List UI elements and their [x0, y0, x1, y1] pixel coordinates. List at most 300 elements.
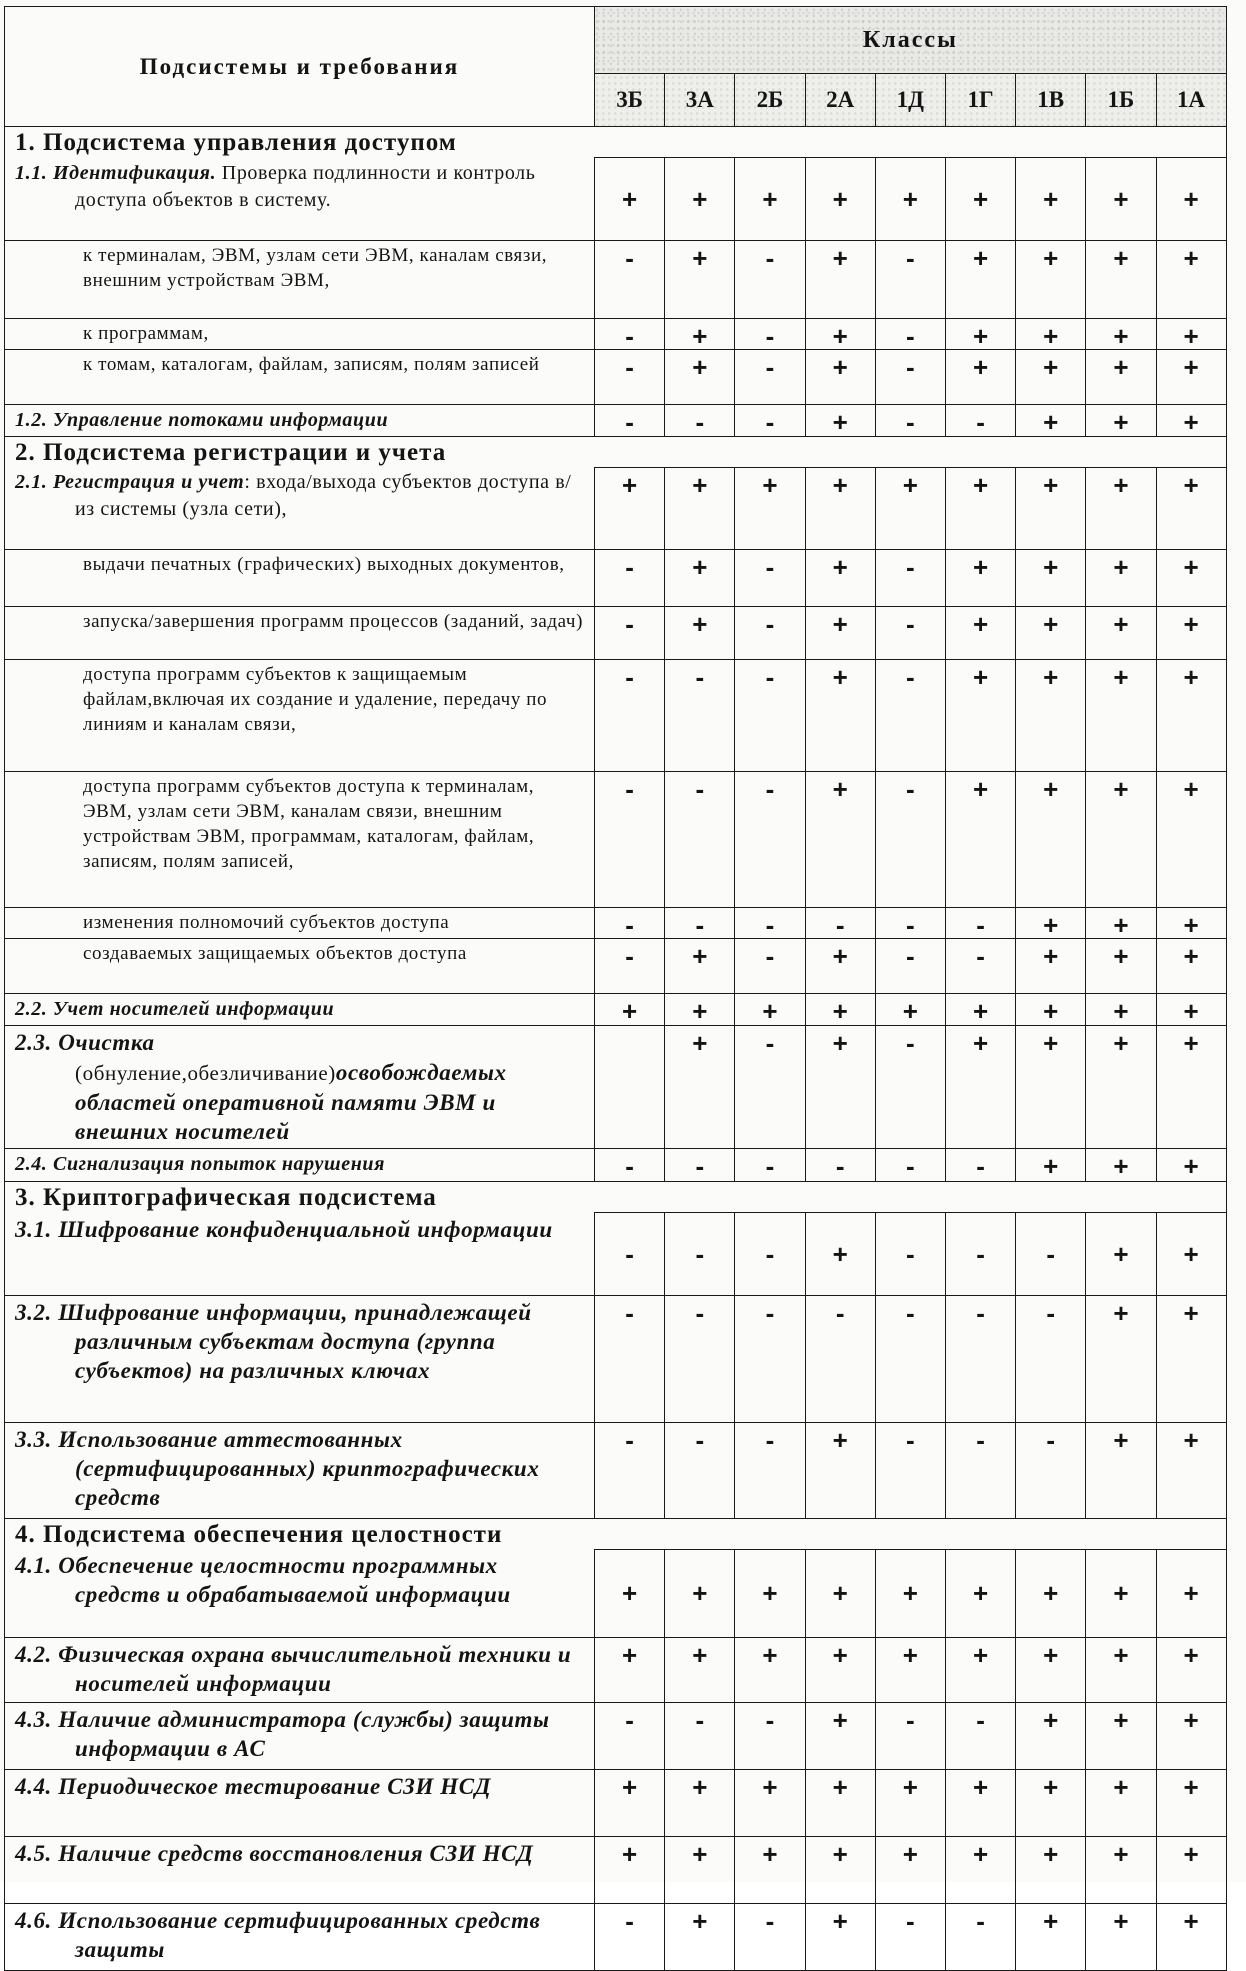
- requirement-subsection-text: [5, 1837, 595, 1904]
- requirement-subsection-text: [5, 1422, 595, 1518]
- requirement-mark-minus: -: [735, 660, 805, 772]
- requirement-number: 3.3.: [15, 1426, 52, 1452]
- requirement-mark-plus: +: [1086, 467, 1156, 550]
- classes-column-header: Классы: [595, 7, 1227, 74]
- requirement-title: Идентификация.: [53, 161, 217, 184]
- requirement-mark-plus: +: [665, 607, 735, 660]
- requirement-mark-plus: +: [805, 1770, 875, 1837]
- requirement-row: [5, 1026, 1227, 1149]
- requirement-label: [15, 1298, 588, 1385]
- requirement-continuation: освобождаемых областей оперативной памяти ЭВМ и внешних носителей: [75, 1060, 507, 1144]
- section-heading-row: [5, 127, 1227, 158]
- requirement-mark-minus: -: [875, 1213, 945, 1296]
- requirement-mark-plus: +: [735, 994, 805, 1026]
- requirement-label: [15, 1906, 588, 1964]
- requirement-mark-plus: +: [1016, 1026, 1086, 1149]
- requirement-mark-minus: -: [805, 908, 875, 939]
- requirement-mark-plus: +: [945, 772, 1015, 908]
- section-heading: 4. Подсистема обеспечения целостности: [5, 1518, 1227, 1549]
- requirement-mark-plus: +: [1016, 240, 1086, 318]
- requirement-row: [5, 550, 1227, 607]
- requirement-subsection-text: [5, 994, 595, 1026]
- requirement-mark-minus: -: [665, 404, 735, 436]
- requirement-mark-plus: +: [1156, 1837, 1226, 1904]
- requirement-subsection-text: [5, 1026, 595, 1149]
- requirement-mark-plus: +: [805, 240, 875, 318]
- requirement-mark-minus: -: [945, 1295, 1015, 1422]
- requirement-mark-minus: -: [665, 1149, 735, 1182]
- requirement-mark-minus: -: [735, 1213, 805, 1296]
- requirement-mark-minus: -: [735, 772, 805, 908]
- requirement-mark-plus: +: [1016, 349, 1086, 404]
- requirement-mark-plus: +: [805, 318, 875, 349]
- requirement-mark-minus: -: [1016, 1295, 1086, 1422]
- requirement-label: [15, 407, 588, 434]
- class-header-cell: 3А: [665, 74, 735, 127]
- requirement-note: (обнуление,обезличивание): [75, 1061, 336, 1085]
- requirement-mark-plus: +: [1086, 660, 1156, 772]
- requirement-item-text: создаваемых защищаемых объектов доступа: [5, 939, 595, 994]
- requirement-mark-plus: +: [945, 1770, 1015, 1837]
- requirement-mark-plus: +: [875, 467, 945, 550]
- requirement-mark-minus: -: [595, 1149, 665, 1182]
- requirement-title: Использование сертифицированных средств защиты: [58, 1908, 541, 1962]
- requirement-mark-plus: +: [805, 1549, 875, 1638]
- requirement-mark-plus: +: [1086, 1549, 1156, 1638]
- requirement-mark-plus: +: [945, 1549, 1015, 1638]
- requirement-mark-minus: -: [595, 607, 665, 660]
- requirement-label: [15, 996, 588, 1023]
- requirement-mark-plus: +: [1016, 1703, 1086, 1770]
- requirement-row: [5, 772, 1227, 908]
- requirement-mark-plus: +: [945, 158, 1015, 241]
- requirement-item-text: выдачи печатных (графических) выходных документов,: [5, 550, 595, 607]
- requirement-mark-minus: -: [875, 1703, 945, 1770]
- requirement-item-text: к программам,: [5, 318, 595, 349]
- requirement-mark-plus: +: [1086, 404, 1156, 436]
- requirement-mark-plus: +: [805, 349, 875, 404]
- requirement-mark-plus: +: [595, 1837, 665, 1904]
- requirement-subsection-text: [5, 467, 595, 550]
- requirement-mark-plus: +: [665, 939, 735, 994]
- requirement-title: Наличие средств восстановления СЗИ НСД: [58, 1841, 534, 1866]
- requirement-mark-plus: +: [945, 994, 1015, 1026]
- requirement-mark-minus: -: [665, 1703, 735, 1770]
- requirement-mark-plus: +: [665, 1549, 735, 1638]
- requirement-mark-minus: -: [735, 939, 805, 994]
- requirement-mark-plus: +: [1016, 318, 1086, 349]
- requirement-item-text: изменения полномочий субъектов доступа: [5, 908, 595, 939]
- class-header-cell: 2А: [805, 74, 875, 127]
- requirement-mark-plus: +: [595, 467, 665, 550]
- requirement-mark-minus: -: [805, 1149, 875, 1182]
- requirement-number: 2.3.: [15, 1030, 52, 1055]
- requirement-mark-plus: +: [1156, 994, 1226, 1026]
- requirement-mark-plus: +: [1016, 1904, 1086, 1971]
- requirement-mark-minus: -: [875, 404, 945, 436]
- requirement-label: [15, 1640, 588, 1698]
- requirement-mark-empty: [595, 1026, 665, 1149]
- requirement-mark-minus: -: [595, 1904, 665, 1971]
- requirement-mark-minus: -: [735, 404, 805, 436]
- requirement-row: [5, 349, 1227, 404]
- requirement-mark-plus: +: [1156, 1422, 1226, 1518]
- requirement-mark-plus: +: [595, 1549, 665, 1638]
- requirement-subsection-text: [5, 1295, 595, 1422]
- requirement-mark-plus: +: [1156, 908, 1226, 939]
- requirement-mark-plus: +: [1086, 349, 1156, 404]
- requirement-mark-minus: -: [945, 1904, 1015, 1971]
- requirement-mark-plus: +: [665, 318, 735, 349]
- requirement-mark-minus: -: [805, 1295, 875, 1422]
- requirement-mark-minus: -: [945, 1703, 1015, 1770]
- requirement-mark-plus: +: [595, 994, 665, 1026]
- requirement-mark-plus: +: [665, 1837, 735, 1904]
- requirement-row: [5, 467, 1227, 550]
- class-header-cell: 1Г: [945, 74, 1015, 127]
- requirement-row: [5, 1703, 1227, 1770]
- requirement-title: Управление потоками информации: [53, 408, 389, 431]
- requirement-number: 2.1.: [15, 471, 48, 493]
- requirement-mark-plus: +: [1016, 1549, 1086, 1638]
- requirement-mark-plus: +: [595, 1770, 665, 1837]
- requirement-mark-minus: -: [665, 908, 735, 939]
- requirement-number: 3.1.: [15, 1216, 52, 1242]
- requirement-subsection-text: [5, 158, 595, 241]
- class-header-cell: 1В: [1016, 74, 1086, 127]
- requirement-number: 4.1.: [15, 1553, 52, 1578]
- requirement-mark-minus: -: [875, 607, 945, 660]
- requirement-mark-plus: +: [945, 318, 1015, 349]
- requirement-mark-minus: -: [945, 939, 1015, 994]
- requirement-mark-plus: +: [1156, 550, 1226, 607]
- requirement-mark-plus: +: [805, 607, 875, 660]
- requirement-mark-plus: +: [1156, 1213, 1226, 1296]
- requirement-mark-plus: +: [1156, 158, 1226, 241]
- requirement-mark-plus: +: [665, 550, 735, 607]
- requirement-mark-plus: +: [735, 467, 805, 550]
- requirement-mark-minus: -: [875, 772, 945, 908]
- requirement-mark-plus: +: [1086, 1295, 1156, 1422]
- requirement-mark-plus: +: [805, 467, 875, 550]
- section-heading: 1. Подсистема управления доступом: [5, 127, 1227, 158]
- requirement-mark-minus: -: [735, 240, 805, 318]
- requirement-mark-minus: -: [595, 240, 665, 318]
- class-header-cell: 1Д: [875, 74, 945, 127]
- requirement-mark-plus: +: [1086, 1837, 1156, 1904]
- requirement-mark-plus: +: [1086, 318, 1156, 349]
- requirement-item-text: доступа программ субъектов к защищаемым файлам,включая их создание и удаление, передачу по линиям и каналам связи,: [5, 660, 595, 772]
- requirement-item-text: доступа программ субъектов доступа к терминалам, ЭВМ, узлам сети ЭВМ, каналам связи, внешним устройствам ЭВМ, программам, каталогам, файлам, записям, полям записей,: [5, 772, 595, 908]
- requirement-mark-plus: +: [1156, 240, 1226, 318]
- requirement-number: 4.2.: [15, 1642, 52, 1667]
- requirement-mark-plus: +: [1156, 607, 1226, 660]
- requirement-mark-plus: +: [1156, 772, 1226, 908]
- requirement-mark-plus: +: [1086, 1026, 1156, 1149]
- requirement-mark-plus: +: [875, 1638, 945, 1703]
- requirement-mark-plus: +: [1156, 660, 1226, 772]
- requirement-mark-minus: -: [875, 349, 945, 404]
- requirement-mark-minus: -: [945, 908, 1015, 939]
- requirement-mark-plus: +: [1016, 1770, 1086, 1837]
- requirement-subsection-text: [5, 1638, 595, 1703]
- requirement-row: [5, 240, 1227, 318]
- requirement-mark-plus: +: [1086, 1904, 1156, 1971]
- requirement-mark-plus: +: [945, 607, 1015, 660]
- requirement-mark-plus: +: [1086, 939, 1156, 994]
- requirement-row: [5, 1904, 1227, 1971]
- class-header-cell: 3Б: [595, 74, 665, 127]
- requirement-mark-plus: +: [805, 1904, 875, 1971]
- requirement-mark-plus: +: [805, 404, 875, 436]
- requirement-mark-plus: +: [945, 1837, 1015, 1904]
- requirement-mark-minus: -: [875, 1149, 945, 1182]
- requirement-mark-plus: +: [735, 1770, 805, 1837]
- requirement-title: Очистка: [58, 1030, 155, 1055]
- requirement-mark-plus: +: [1086, 1422, 1156, 1518]
- requirement-mark-plus: +: [665, 1638, 735, 1703]
- requirement-mark-plus: +: [1086, 1703, 1156, 1770]
- requirement-number: 2.4.: [15, 1153, 48, 1175]
- requirement-item-text: к томам, каталогам, файлам, записям, полям записей: [5, 349, 595, 404]
- requirement-subsection-text: [5, 1213, 595, 1296]
- requirement-row: [5, 1295, 1227, 1422]
- table-body: [5, 127, 1227, 1971]
- requirement-row: [5, 404, 1227, 436]
- requirement-title: Наличие администратора (службы) защиты информации в АС: [58, 1707, 550, 1761]
- requirement-mark-plus: +: [665, 158, 735, 241]
- requirement-mark-minus: -: [595, 908, 665, 939]
- requirement-mark-plus: +: [1156, 1904, 1226, 1971]
- requirement-number: 4.4.: [15, 1774, 52, 1799]
- requirement-mark-plus: +: [1016, 550, 1086, 607]
- requirement-label: [15, 1028, 588, 1146]
- requirement-mark-plus: +: [1086, 158, 1156, 241]
- requirement-mark-minus: -: [1016, 1213, 1086, 1296]
- requirement-mark-minus: -: [595, 772, 665, 908]
- requirement-mark-minus: -: [595, 550, 665, 607]
- requirement-mark-minus: -: [945, 1213, 1015, 1296]
- requirement-row: [5, 939, 1227, 994]
- requirement-mark-plus: +: [875, 1549, 945, 1638]
- requirement-mark-plus: +: [735, 1638, 805, 1703]
- requirement-title: Физическая охрана вычислительной техники и носителей информации: [58, 1642, 572, 1696]
- requirement-mark-plus: +: [805, 1638, 875, 1703]
- requirement-item-text: к терминалам, ЭВМ, узлам сети ЭВМ, каналам связи, внешним устройствам ЭВМ,: [5, 240, 595, 318]
- requirement-mark-minus: -: [595, 1295, 665, 1422]
- requirement-mark-plus: +: [875, 158, 945, 241]
- requirement-mark-plus: +: [945, 1026, 1015, 1149]
- requirement-mark-plus: +: [805, 939, 875, 994]
- requirement-subsection-text: [5, 404, 595, 436]
- requirement-mark-minus: -: [595, 1213, 665, 1296]
- requirement-mark-plus: +: [805, 994, 875, 1026]
- requirement-mark-plus: +: [1156, 1703, 1226, 1770]
- requirement-mark-plus: +: [665, 1026, 735, 1149]
- requirement-mark-minus: -: [665, 1213, 735, 1296]
- requirement-mark-plus: +: [1086, 1213, 1156, 1296]
- requirement-mark-plus: +: [805, 1422, 875, 1518]
- requirement-mark-plus: +: [1156, 467, 1226, 550]
- requirement-mark-plus: +: [1016, 660, 1086, 772]
- requirement-mark-minus: -: [735, 550, 805, 607]
- requirement-mark-minus: -: [1016, 1422, 1086, 1518]
- requirement-mark-minus: -: [595, 660, 665, 772]
- requirements-table: [4, 6, 1227, 1971]
- requirement-mark-minus: -: [595, 318, 665, 349]
- requirement-number: 3.2.: [15, 1299, 52, 1325]
- requirement-mark-minus: -: [665, 772, 735, 908]
- requirement-subsection-text: [5, 1703, 595, 1770]
- requirement-mark-plus: +: [1016, 908, 1086, 939]
- requirement-label: [15, 1215, 588, 1244]
- requirement-mark-minus: -: [875, 939, 945, 994]
- requirement-mark-minus: -: [735, 908, 805, 939]
- requirement-subsection-text: [5, 1770, 595, 1837]
- requirement-mark-plus: +: [735, 1837, 805, 1904]
- requirement-description: Проверка подлинности и контроль доступа объектов в систему.: [75, 161, 536, 211]
- requirement-description: : входа/выхода субъектов доступа в/из системы (узла сети),: [75, 471, 572, 520]
- requirement-mark-plus: +: [595, 1638, 665, 1703]
- requirement-row: [5, 994, 1227, 1026]
- requirement-mark-plus: +: [595, 158, 665, 241]
- requirement-row: [5, 318, 1227, 349]
- requirement-mark-minus: -: [875, 1026, 945, 1149]
- requirement-row: [5, 660, 1227, 772]
- requirement-mark-plus: +: [1016, 158, 1086, 241]
- requirement-subsection-text: [5, 1149, 595, 1182]
- section-heading: 3. Криптографическая подсистема: [5, 1182, 1227, 1213]
- requirement-mark-plus: +: [1016, 994, 1086, 1026]
- requirement-row: [5, 607, 1227, 660]
- requirement-mark-plus: +: [805, 1837, 875, 1904]
- requirement-mark-plus: +: [1086, 772, 1156, 908]
- requirement-mark-plus: +: [875, 1770, 945, 1837]
- requirement-mark-plus: +: [1156, 939, 1226, 994]
- requirement-mark-plus: +: [1086, 550, 1156, 607]
- class-header-cell: 1А: [1156, 74, 1226, 127]
- requirement-mark-plus: +: [1086, 1149, 1156, 1182]
- requirement-mark-plus: +: [665, 467, 735, 550]
- requirement-number: 2.2.: [15, 998, 48, 1020]
- requirement-mark-minus: -: [945, 1422, 1015, 1518]
- requirement-number: 4.5.: [15, 1841, 52, 1866]
- requirement-mark-minus: -: [595, 404, 665, 436]
- requirement-mark-plus: +: [945, 660, 1015, 772]
- requirement-mark-plus: +: [945, 349, 1015, 404]
- requirement-mark-minus: -: [945, 404, 1015, 436]
- requirement-mark-plus: +: [945, 550, 1015, 607]
- requirement-mark-plus: +: [665, 349, 735, 404]
- requirement-mark-minus: -: [735, 349, 805, 404]
- requirement-row: [5, 1770, 1227, 1837]
- requirement-label: [15, 1772, 588, 1801]
- requirement-title: Регистрация и учет: [53, 471, 245, 493]
- section-heading-row: [5, 1518, 1227, 1549]
- section-heading-row: [5, 436, 1227, 467]
- requirement-row: [5, 1549, 1227, 1638]
- requirement-mark-plus: +: [805, 772, 875, 908]
- requirement-row: [5, 1422, 1227, 1518]
- requirement-mark-minus: -: [665, 1422, 735, 1518]
- requirement-mark-plus: +: [1086, 994, 1156, 1026]
- requirement-mark-plus: +: [1156, 1638, 1226, 1703]
- requirement-mark-plus: +: [735, 1549, 805, 1638]
- requirement-mark-plus: +: [1086, 1770, 1156, 1837]
- requirement-mark-plus: +: [1156, 1026, 1226, 1149]
- requirement-mark-plus: +: [1156, 1549, 1226, 1638]
- requirement-title: Шифрование информации, принадлежащей различным субъектам доступа (группа субъектов) на различных ключах: [58, 1299, 532, 1383]
- requirement-mark-minus: -: [735, 1026, 805, 1149]
- requirement-mark-plus: +: [1016, 1837, 1086, 1904]
- requirement-label: [15, 1705, 588, 1763]
- requirement-mark-plus: +: [875, 994, 945, 1026]
- table-header: [5, 7, 1227, 127]
- requirement-mark-plus: +: [665, 240, 735, 318]
- requirement-mark-plus: +: [805, 1026, 875, 1149]
- requirement-label: [15, 1839, 588, 1868]
- requirement-mark-plus: +: [945, 1638, 1015, 1703]
- requirement-row: [5, 158, 1227, 241]
- requirement-mark-plus: +: [1086, 607, 1156, 660]
- requirement-number: 4.6.: [15, 1908, 52, 1933]
- requirement-mark-plus: +: [1156, 1295, 1226, 1422]
- requirement-mark-plus: +: [735, 158, 805, 241]
- requirement-mark-minus: -: [875, 908, 945, 939]
- requirement-mark-plus: +: [805, 1213, 875, 1296]
- requirement-mark-plus: +: [805, 158, 875, 241]
- requirements-column-header: Подсистемы и требования: [5, 7, 595, 127]
- requirement-mark-plus: +: [665, 994, 735, 1026]
- requirement-mark-plus: +: [1016, 1149, 1086, 1182]
- requirement-mark-plus: +: [1156, 404, 1226, 436]
- requirement-mark-plus: +: [1016, 939, 1086, 994]
- requirement-mark-plus: +: [1016, 1638, 1086, 1703]
- requirement-subsection-text: [5, 1904, 595, 1971]
- requirement-mark-plus: +: [805, 550, 875, 607]
- requirement-mark-plus: +: [1086, 908, 1156, 939]
- requirement-mark-minus: -: [735, 607, 805, 660]
- requirement-mark-minus: -: [875, 1904, 945, 1971]
- requirement-title: Учет носителей информации: [53, 998, 335, 1020]
- requirement-mark-minus: -: [595, 1703, 665, 1770]
- requirement-mark-minus: -: [735, 1703, 805, 1770]
- requirement-mark-minus: -: [665, 1295, 735, 1422]
- requirement-mark-minus: -: [735, 1904, 805, 1971]
- class-header-cell: 1Б: [1086, 74, 1156, 127]
- requirement-title: Использование аттестованных (сертифицированных) криптографических средств: [58, 1426, 540, 1510]
- requirement-mark-minus: -: [595, 939, 665, 994]
- requirement-mark-minus: -: [735, 1422, 805, 1518]
- section-heading-row: [5, 1182, 1227, 1213]
- requirement-mark-plus: +: [1016, 772, 1086, 908]
- requirement-title: Периодическое тестирование СЗИ НСД: [58, 1774, 492, 1799]
- requirement-mark-plus: +: [1156, 1149, 1226, 1182]
- requirement-title: Сигнализация попыток нарушения: [53, 1153, 386, 1175]
- requirement-mark-plus: +: [805, 660, 875, 772]
- requirement-label: [15, 1151, 588, 1178]
- requirement-mark-minus: -: [735, 1295, 805, 1422]
- requirement-mark-minus: -: [665, 660, 735, 772]
- requirement-number: 1.1.: [15, 161, 48, 184]
- requirement-label: [15, 469, 588, 523]
- requirement-mark-plus: +: [875, 1837, 945, 1904]
- requirement-title: Шифрование конфиденциальной информации: [58, 1216, 553, 1242]
- section-heading: 2. Подсистема регистрации и учета: [5, 436, 1227, 467]
- requirement-row: [5, 1638, 1227, 1703]
- requirement-mark-plus: +: [1016, 467, 1086, 550]
- requirement-mark-plus: +: [1016, 607, 1086, 660]
